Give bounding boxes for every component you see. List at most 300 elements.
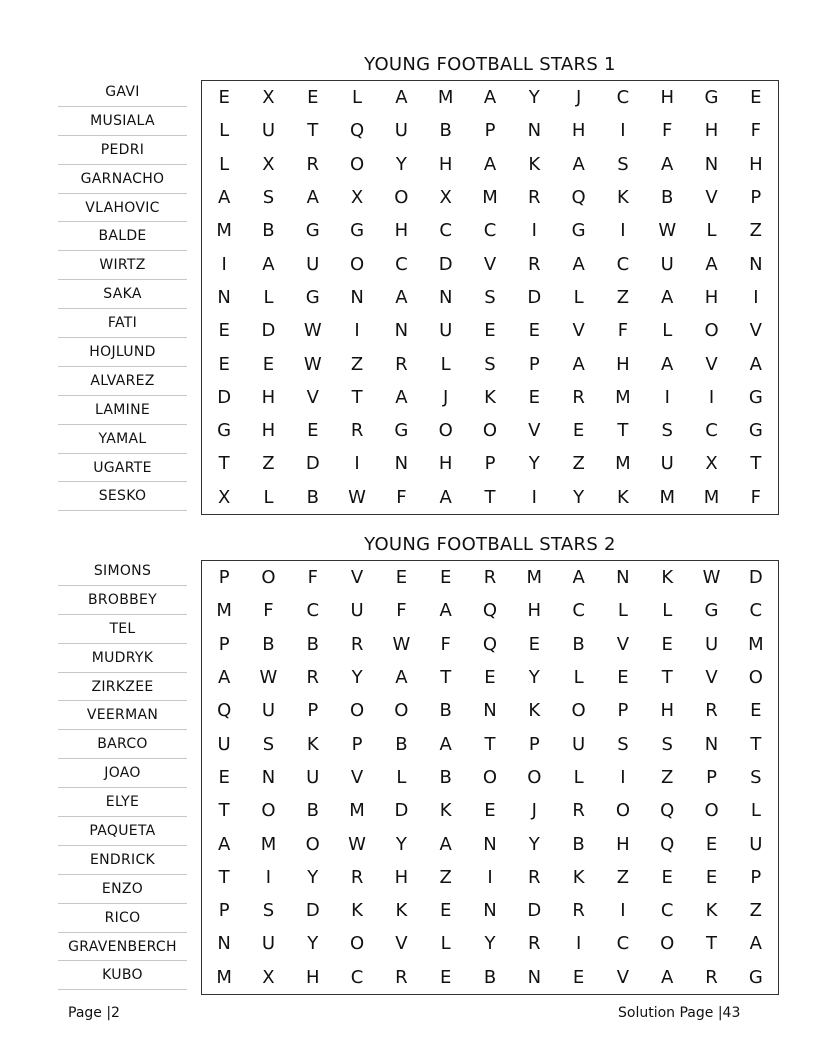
grid-letter: N bbox=[261, 766, 276, 788]
grid-letter: W bbox=[348, 833, 366, 855]
grid-letter: R bbox=[528, 253, 541, 275]
grid-letter: L bbox=[662, 320, 673, 342]
grid-letter: E bbox=[528, 633, 540, 655]
grid-letter: A bbox=[483, 153, 497, 175]
grid-letter: Z bbox=[350, 353, 364, 375]
grid-letter: Z bbox=[616, 286, 630, 308]
grid-letter: A bbox=[439, 486, 452, 508]
grid-letter: A bbox=[749, 353, 762, 375]
grid-letter: X bbox=[217, 486, 231, 508]
grid-letter: E bbox=[218, 87, 230, 109]
grid-letter: W bbox=[658, 220, 677, 242]
grid-letter: Q bbox=[571, 187, 586, 209]
grid-letter: B bbox=[439, 700, 452, 722]
grid-letter: Z bbox=[439, 866, 452, 888]
grid-letter: R bbox=[395, 966, 408, 988]
grid-letter: M bbox=[216, 966, 232, 988]
grid-letter: Y bbox=[528, 833, 540, 855]
grid-letter: H bbox=[660, 87, 674, 109]
grid-letter: A bbox=[439, 733, 452, 755]
grid-letter: U bbox=[306, 253, 320, 275]
grid-letter: O bbox=[438, 420, 453, 442]
grid-letter: U bbox=[261, 933, 276, 955]
grid-letter: H bbox=[394, 866, 409, 888]
grid-letter: H bbox=[261, 386, 276, 408]
grid-letter: L bbox=[352, 87, 363, 109]
word-list-item: ELYE bbox=[58, 788, 187, 817]
grid-letter: R bbox=[306, 153, 320, 175]
grid-letter: E bbox=[484, 800, 496, 822]
grid-letter: P bbox=[218, 633, 230, 655]
word-list-item: PAQUETA bbox=[58, 817, 187, 846]
grid-letter: M bbox=[349, 800, 365, 822]
grid-letter: B bbox=[262, 633, 275, 655]
grid-letter: L bbox=[263, 286, 274, 308]
grid-letter: U bbox=[350, 600, 364, 622]
grid-letter: W bbox=[303, 320, 322, 342]
grid-letter: G bbox=[350, 220, 365, 242]
grid-letter: N bbox=[616, 567, 630, 589]
grid-letter: S bbox=[262, 733, 275, 755]
puzzle-2-word-list bbox=[58, 557, 187, 990]
word-list-item: PEDRI bbox=[58, 136, 187, 165]
grid-letter: E bbox=[440, 567, 452, 589]
grid-letter: T bbox=[617, 420, 629, 442]
word-list-item: SESKO bbox=[58, 482, 187, 511]
grid-letter: E bbox=[661, 633, 673, 655]
grid-letter: Y bbox=[484, 933, 496, 955]
grid-letter: F bbox=[396, 600, 407, 622]
grid-letter: L bbox=[263, 486, 274, 508]
grid-letter: O bbox=[261, 800, 276, 822]
grid-letter: X bbox=[350, 187, 364, 209]
grid-letter: T bbox=[351, 386, 363, 408]
grid-letter: E bbox=[750, 87, 762, 109]
grid-letter: H bbox=[704, 286, 719, 308]
grid-letter: S bbox=[661, 420, 673, 442]
grid-letter: V bbox=[572, 320, 585, 342]
grid-letter: S bbox=[262, 900, 275, 922]
grid-letter: R bbox=[705, 966, 718, 988]
grid-letter: S bbox=[484, 286, 496, 308]
grid-letter: L bbox=[440, 353, 451, 375]
puzzle-1-title: YOUNG FOOTBALL STARS 1 bbox=[364, 54, 616, 75]
grid-letter: S bbox=[750, 766, 762, 788]
grid-letter: E bbox=[218, 320, 230, 342]
grid-letter: I bbox=[354, 320, 360, 342]
grid-letter: A bbox=[572, 253, 585, 275]
grid-letter: R bbox=[528, 933, 541, 955]
grid-letter: K bbox=[395, 900, 408, 922]
word-list-item: RICO bbox=[58, 904, 187, 933]
grid-letter: C bbox=[306, 600, 320, 622]
grid-letter: E bbox=[705, 833, 718, 855]
grid-letter: B bbox=[395, 733, 408, 755]
grid-letter: I bbox=[575, 933, 582, 955]
grid-letter: O bbox=[261, 567, 276, 589]
grid-letter: H bbox=[704, 120, 719, 142]
grid-letter: A bbox=[217, 833, 231, 855]
puzzle-1-word-list bbox=[58, 78, 187, 511]
grid-letter: Y bbox=[395, 153, 407, 175]
grid-letter: B bbox=[439, 120, 452, 142]
grid-letter: T bbox=[218, 453, 230, 475]
grid-letter: Z bbox=[572, 453, 585, 475]
grid-letter: Z bbox=[661, 766, 674, 788]
grid-letter: L bbox=[617, 600, 628, 622]
grid-letter: A bbox=[661, 353, 674, 375]
grid-letter: U bbox=[306, 766, 320, 788]
grid-letter: A bbox=[217, 667, 231, 689]
grid-letter: K bbox=[528, 700, 541, 722]
grid-letter: N bbox=[217, 286, 231, 308]
grid-letter: C bbox=[483, 220, 497, 242]
grid-letter: U bbox=[439, 320, 453, 342]
grid-letter: T bbox=[706, 933, 718, 955]
grid-letter: E bbox=[661, 866, 673, 888]
grid-letter: K bbox=[572, 866, 585, 888]
grid-letter: V bbox=[350, 766, 364, 788]
grid-letter: D bbox=[438, 253, 453, 275]
grid-letter: A bbox=[749, 933, 762, 955]
grid-letter: G bbox=[217, 420, 232, 442]
grid-letter: M bbox=[260, 833, 277, 855]
grid-letter: E bbox=[218, 353, 230, 375]
grid-letter: R bbox=[306, 667, 320, 689]
word-list-item: ALVAREZ bbox=[58, 367, 187, 396]
grid-letter: W bbox=[392, 633, 411, 655]
grid-letter: O bbox=[394, 187, 409, 209]
grid-letter: K bbox=[306, 733, 319, 755]
grid-letter: Q bbox=[349, 120, 365, 142]
grid-letter: O bbox=[349, 700, 365, 722]
grid-letter: X bbox=[439, 187, 452, 209]
grid-letter: I bbox=[620, 220, 626, 242]
grid-letter: X bbox=[705, 453, 718, 475]
word-list-item: ENZO bbox=[58, 875, 187, 904]
grid-letter: Q bbox=[217, 700, 232, 722]
word-list-item: VEERMAN bbox=[58, 701, 187, 730]
grid-letter: I bbox=[620, 766, 626, 788]
word-list-item: GRAVENBERCH bbox=[58, 933, 187, 962]
grid-letter: V bbox=[306, 386, 319, 408]
grid-letter: E bbox=[484, 320, 496, 342]
grid-letter: P bbox=[218, 567, 230, 589]
grid-letter: R bbox=[395, 353, 408, 375]
grid-letter: Y bbox=[573, 486, 585, 508]
grid-letter: U bbox=[749, 833, 763, 855]
grid-letter: T bbox=[218, 866, 230, 888]
grid-letter: D bbox=[748, 567, 763, 589]
grid-letter: V bbox=[749, 320, 762, 342]
grid-letter: U bbox=[261, 700, 276, 722]
grid-letter: B bbox=[572, 833, 585, 855]
grid-letter: W bbox=[348, 486, 366, 508]
grid-letter: A bbox=[572, 353, 585, 375]
grid-letter: P bbox=[706, 766, 717, 788]
grid-letter: K bbox=[617, 187, 629, 209]
grid-letter: P bbox=[750, 866, 762, 888]
grid-letter: Z bbox=[749, 220, 763, 242]
grid-letter: O bbox=[394, 700, 409, 722]
grid-letter: P bbox=[528, 353, 540, 375]
grid-letter: E bbox=[262, 353, 275, 375]
grid-letter: W bbox=[303, 353, 322, 375]
grid-letter: J bbox=[531, 800, 537, 822]
grid-letter: A bbox=[395, 386, 408, 408]
word-list-item: GARNACHO bbox=[58, 165, 187, 194]
grid-letter: I bbox=[708, 386, 715, 408]
grid-letter: H bbox=[660, 700, 674, 722]
grid-letter: Z bbox=[616, 866, 630, 888]
grid-letter: C bbox=[350, 966, 364, 988]
grid-letter: W bbox=[259, 667, 278, 689]
grid-letter: F bbox=[396, 486, 407, 508]
grid-letter: M bbox=[482, 187, 498, 209]
grid-letter: N bbox=[483, 900, 497, 922]
grid-letter: O bbox=[704, 320, 719, 342]
grid-letter: A bbox=[395, 286, 408, 308]
grid-letter: P bbox=[351, 733, 363, 755]
grid-letter: I bbox=[221, 253, 227, 275]
grid-letter: B bbox=[262, 220, 275, 242]
grid-letter: T bbox=[218, 800, 230, 822]
grid-letter: V bbox=[705, 187, 718, 209]
grid-letter: O bbox=[482, 420, 498, 442]
grid-letter: A bbox=[572, 567, 585, 589]
grid-letter: B bbox=[483, 966, 497, 988]
grid-letter: Y bbox=[395, 833, 407, 855]
grid-letter: X bbox=[262, 153, 275, 175]
grid-letter: P bbox=[484, 120, 496, 142]
grid-letter: W bbox=[702, 567, 721, 589]
grid-letter: S bbox=[262, 187, 275, 209]
grid-letter: I bbox=[620, 120, 626, 142]
grid-letter: S bbox=[617, 153, 629, 175]
grid-letter: E bbox=[218, 766, 230, 788]
grid-letter: C bbox=[616, 933, 630, 955]
grid-letter: T bbox=[484, 733, 496, 755]
grid-letter: T bbox=[307, 120, 319, 142]
grid-letter: L bbox=[573, 286, 584, 308]
grid-letter: N bbox=[527, 966, 542, 988]
grid-letter: L bbox=[219, 120, 230, 142]
grid-letter: C bbox=[705, 420, 718, 442]
grid-letter: G bbox=[748, 420, 763, 442]
word-list-item: MUSIALA bbox=[58, 107, 187, 136]
grid-letter: G bbox=[704, 87, 719, 109]
grid-letter: V bbox=[705, 353, 718, 375]
grid-letter: Q bbox=[660, 833, 675, 855]
grid-letter: I bbox=[620, 900, 626, 922]
grid-letter: E bbox=[307, 87, 319, 109]
grid-letter: E bbox=[440, 900, 452, 922]
grid-letter: F bbox=[440, 633, 451, 655]
word-list-item: ZIRKZEE bbox=[58, 673, 187, 702]
grid-letter: H bbox=[438, 153, 453, 175]
word-list-item: VLAHOVIC bbox=[58, 194, 187, 223]
grid-letter: L bbox=[440, 933, 451, 955]
grid-letter: I bbox=[753, 286, 759, 308]
grid-letter: N bbox=[394, 453, 409, 475]
word-list-item: BALDE bbox=[58, 222, 187, 251]
grid-letter: G bbox=[748, 966, 763, 988]
grid-letter: D bbox=[261, 320, 276, 342]
grid-letter: C bbox=[616, 87, 630, 109]
grid-letter: E bbox=[705, 866, 718, 888]
grid-letter: Z bbox=[749, 900, 763, 922]
grid-letter: O bbox=[482, 766, 498, 788]
grid-letter: N bbox=[749, 253, 763, 275]
grid-letter: H bbox=[305, 966, 320, 988]
grid-letter: A bbox=[483, 87, 497, 109]
grid-letter: G bbox=[305, 220, 320, 242]
grid-letter: I bbox=[531, 486, 537, 508]
grid-letter: B bbox=[306, 800, 319, 822]
grid-letter: Y bbox=[528, 453, 540, 475]
grid-letter: T bbox=[661, 667, 673, 689]
grid-letter: R bbox=[350, 420, 364, 442]
grid-letter: V bbox=[616, 633, 630, 655]
grid-letter: D bbox=[305, 900, 320, 922]
grid-letter: C bbox=[572, 600, 585, 622]
grid-letter: M bbox=[615, 453, 631, 475]
grid-letter: C bbox=[439, 220, 452, 242]
grid-letter: O bbox=[305, 833, 320, 855]
grid-letter: L bbox=[573, 667, 584, 689]
grid-letter: E bbox=[617, 667, 629, 689]
grid-letter: M bbox=[748, 633, 764, 655]
grid-letter: Q bbox=[482, 633, 498, 655]
grid-letter: M bbox=[216, 220, 232, 242]
grid-letter: M bbox=[615, 386, 631, 408]
page-number: Page |2 bbox=[68, 1005, 120, 1021]
grid-letter: Y bbox=[307, 866, 319, 888]
grid-letter: T bbox=[440, 667, 452, 689]
grid-letter: H bbox=[749, 153, 763, 175]
grid-letter: K bbox=[528, 153, 541, 175]
grid-letter: E bbox=[750, 700, 762, 722]
grid-letter: D bbox=[217, 386, 232, 408]
grid-letter: F bbox=[750, 486, 762, 508]
grid-letter: M bbox=[526, 567, 543, 589]
word-list-item: BARCO bbox=[58, 730, 187, 759]
grid-letter: A bbox=[395, 87, 408, 109]
grid-letter: D bbox=[527, 286, 542, 308]
grid-letter: D bbox=[305, 453, 320, 475]
grid-letter: E bbox=[572, 966, 585, 988]
grid-letter: R bbox=[483, 567, 497, 589]
grid-letter: L bbox=[750, 800, 761, 822]
grid-letter: L bbox=[573, 766, 584, 788]
grid-letter: B bbox=[572, 633, 585, 655]
grid-letter: L bbox=[706, 220, 717, 242]
grid-letter: I bbox=[664, 386, 670, 408]
grid-letter: K bbox=[439, 800, 452, 822]
grid-letter: E bbox=[484, 667, 496, 689]
grid-letter: L bbox=[219, 153, 230, 175]
grid-letter: H bbox=[616, 833, 630, 855]
grid-letter: N bbox=[527, 120, 542, 142]
word-list-item: GAVI bbox=[58, 78, 187, 107]
grid-letter: B bbox=[306, 486, 319, 508]
grid-letter: G bbox=[305, 286, 320, 308]
grid-letter: C bbox=[660, 900, 674, 922]
grid-letter: P bbox=[307, 700, 319, 722]
grid-letter: R bbox=[350, 866, 364, 888]
word-list-item: ENDRICK bbox=[58, 846, 187, 875]
grid-letter: O bbox=[349, 253, 365, 275]
grid-letter: A bbox=[306, 187, 319, 209]
word-list-item: KUBO bbox=[58, 961, 187, 990]
grid-letter: U bbox=[261, 120, 276, 142]
puzzle-1-letter-grid bbox=[201, 80, 779, 515]
word-list-item: JOAO bbox=[58, 759, 187, 788]
grid-letter: L bbox=[396, 766, 407, 788]
grid-letter: H bbox=[571, 120, 586, 142]
grid-letter: R bbox=[528, 866, 541, 888]
grid-letter: E bbox=[528, 320, 540, 342]
grid-letter: E bbox=[572, 420, 585, 442]
grid-letter: K bbox=[705, 900, 718, 922]
grid-letter: E bbox=[440, 966, 452, 988]
grid-letter: E bbox=[307, 420, 319, 442]
grid-letter: P bbox=[484, 453, 496, 475]
grid-letter: O bbox=[748, 667, 763, 689]
grid-letter: S bbox=[484, 353, 496, 375]
grid-letter: H bbox=[394, 220, 409, 242]
grid-letter: J bbox=[443, 386, 449, 408]
grid-letter: I bbox=[354, 453, 360, 475]
grid-letter: G bbox=[704, 600, 719, 622]
word-list-item: UGARTE bbox=[58, 454, 187, 483]
grid-letter: H bbox=[261, 420, 276, 442]
grid-letter: Z bbox=[262, 453, 275, 475]
grid-letter: U bbox=[660, 253, 674, 275]
grid-letter: G bbox=[748, 386, 763, 408]
grid-letter: R bbox=[705, 700, 718, 722]
grid-letter: A bbox=[395, 667, 408, 689]
grid-letter: U bbox=[660, 453, 674, 475]
grid-letter: T bbox=[750, 453, 762, 475]
grid-letter: B bbox=[661, 187, 674, 209]
grid-letter: O bbox=[527, 766, 542, 788]
grid-letter: O bbox=[615, 800, 630, 822]
grid-letter: K bbox=[661, 567, 674, 589]
grid-letter: Y bbox=[351, 667, 363, 689]
grid-letter: Q bbox=[660, 800, 675, 822]
grid-letter: T bbox=[484, 486, 496, 508]
grid-letter: R bbox=[572, 900, 585, 922]
word-list-item: LAMINE bbox=[58, 396, 187, 425]
grid-letter: O bbox=[349, 933, 365, 955]
grid-letter: U bbox=[394, 120, 408, 142]
grid-letter: F bbox=[307, 567, 318, 589]
grid-letter: O bbox=[571, 700, 586, 722]
grid-letter: H bbox=[616, 353, 630, 375]
grid-letter: P bbox=[528, 733, 540, 755]
grid-letter: K bbox=[617, 486, 629, 508]
grid-letter: S bbox=[617, 733, 629, 755]
grid-letter: K bbox=[351, 900, 363, 922]
grid-letter: A bbox=[217, 187, 231, 209]
grid-letter: R bbox=[572, 386, 585, 408]
grid-letter: L bbox=[662, 600, 673, 622]
grid-letter: A bbox=[661, 153, 674, 175]
word-list-item: MUDRYK bbox=[58, 644, 187, 673]
grid-letter: O bbox=[660, 933, 675, 955]
grid-letter: B bbox=[306, 633, 319, 655]
